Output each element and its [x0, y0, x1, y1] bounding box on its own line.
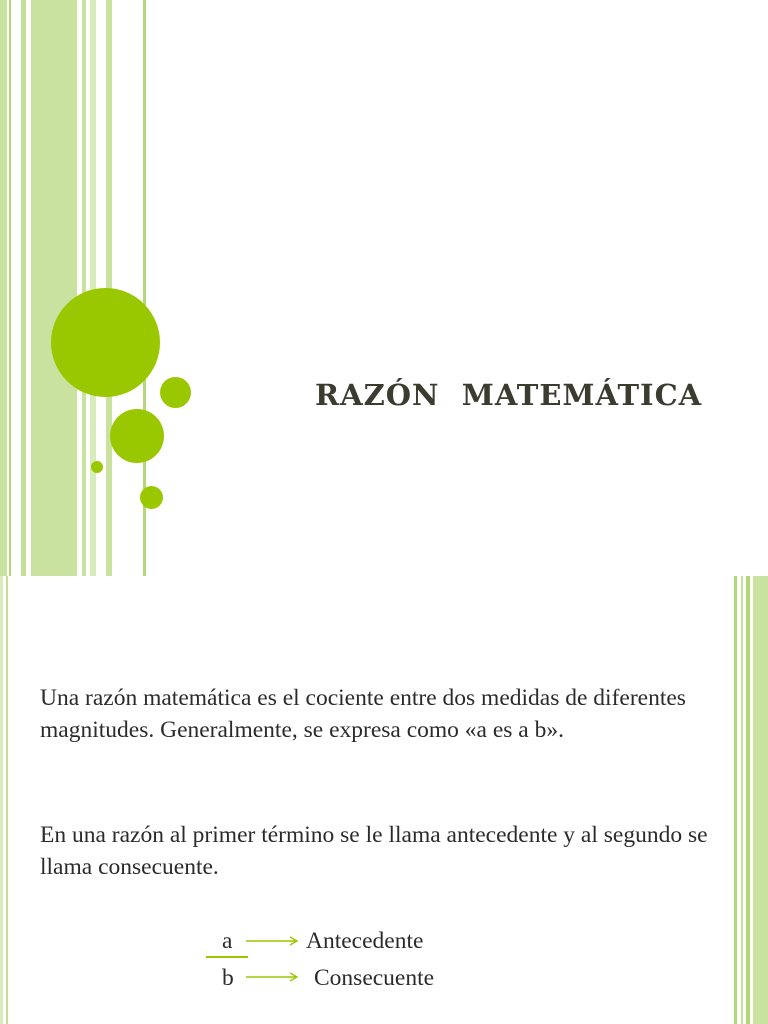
decorative-stripe — [0, 0, 7, 576]
decorative-stripe — [21, 0, 26, 576]
antecedent-label: Antecedente — [306, 928, 424, 954]
definition-paragraph: Una razón matemática es el cociente entre dos medidas de diferentes magnitudes. Generalmente, se expresa como «a es a b». — [40, 685, 686, 743]
decorative-circle-tiny — [91, 461, 103, 473]
decorative-stripe — [746, 576, 750, 1024]
arrow-right-icon — [246, 972, 300, 982]
decorative-stripe — [9, 0, 11, 576]
slide-title: RAZÓN MATEMÁTICA — [315, 378, 703, 412]
decorative-stripe — [82, 0, 86, 576]
decorative-circle-medium — [110, 409, 164, 463]
consequent-label: Consecuente — [314, 965, 435, 991]
terms-paragraph: En una razón al primer término se le llama antecedente y al segundo se llama consecuente. — [40, 822, 708, 880]
decorative-circle-small — [160, 377, 191, 408]
numerator: a — [222, 928, 233, 954]
decorative-stripe — [753, 576, 768, 1024]
decorative-stripe — [6, 576, 8, 1024]
decorative-circle-small — [140, 486, 163, 509]
arrow-right-icon — [246, 936, 300, 946]
fraction-bar — [206, 956, 248, 958]
decorative-stripe — [741, 576, 743, 1024]
content-slide — [0, 576, 768, 1024]
decorative-stripe — [734, 576, 737, 1024]
decorative-stripe — [0, 576, 3, 1024]
decorative-circle-large — [51, 288, 160, 397]
decorative-stripe — [31, 0, 77, 576]
denominator: b — [222, 965, 234, 991]
